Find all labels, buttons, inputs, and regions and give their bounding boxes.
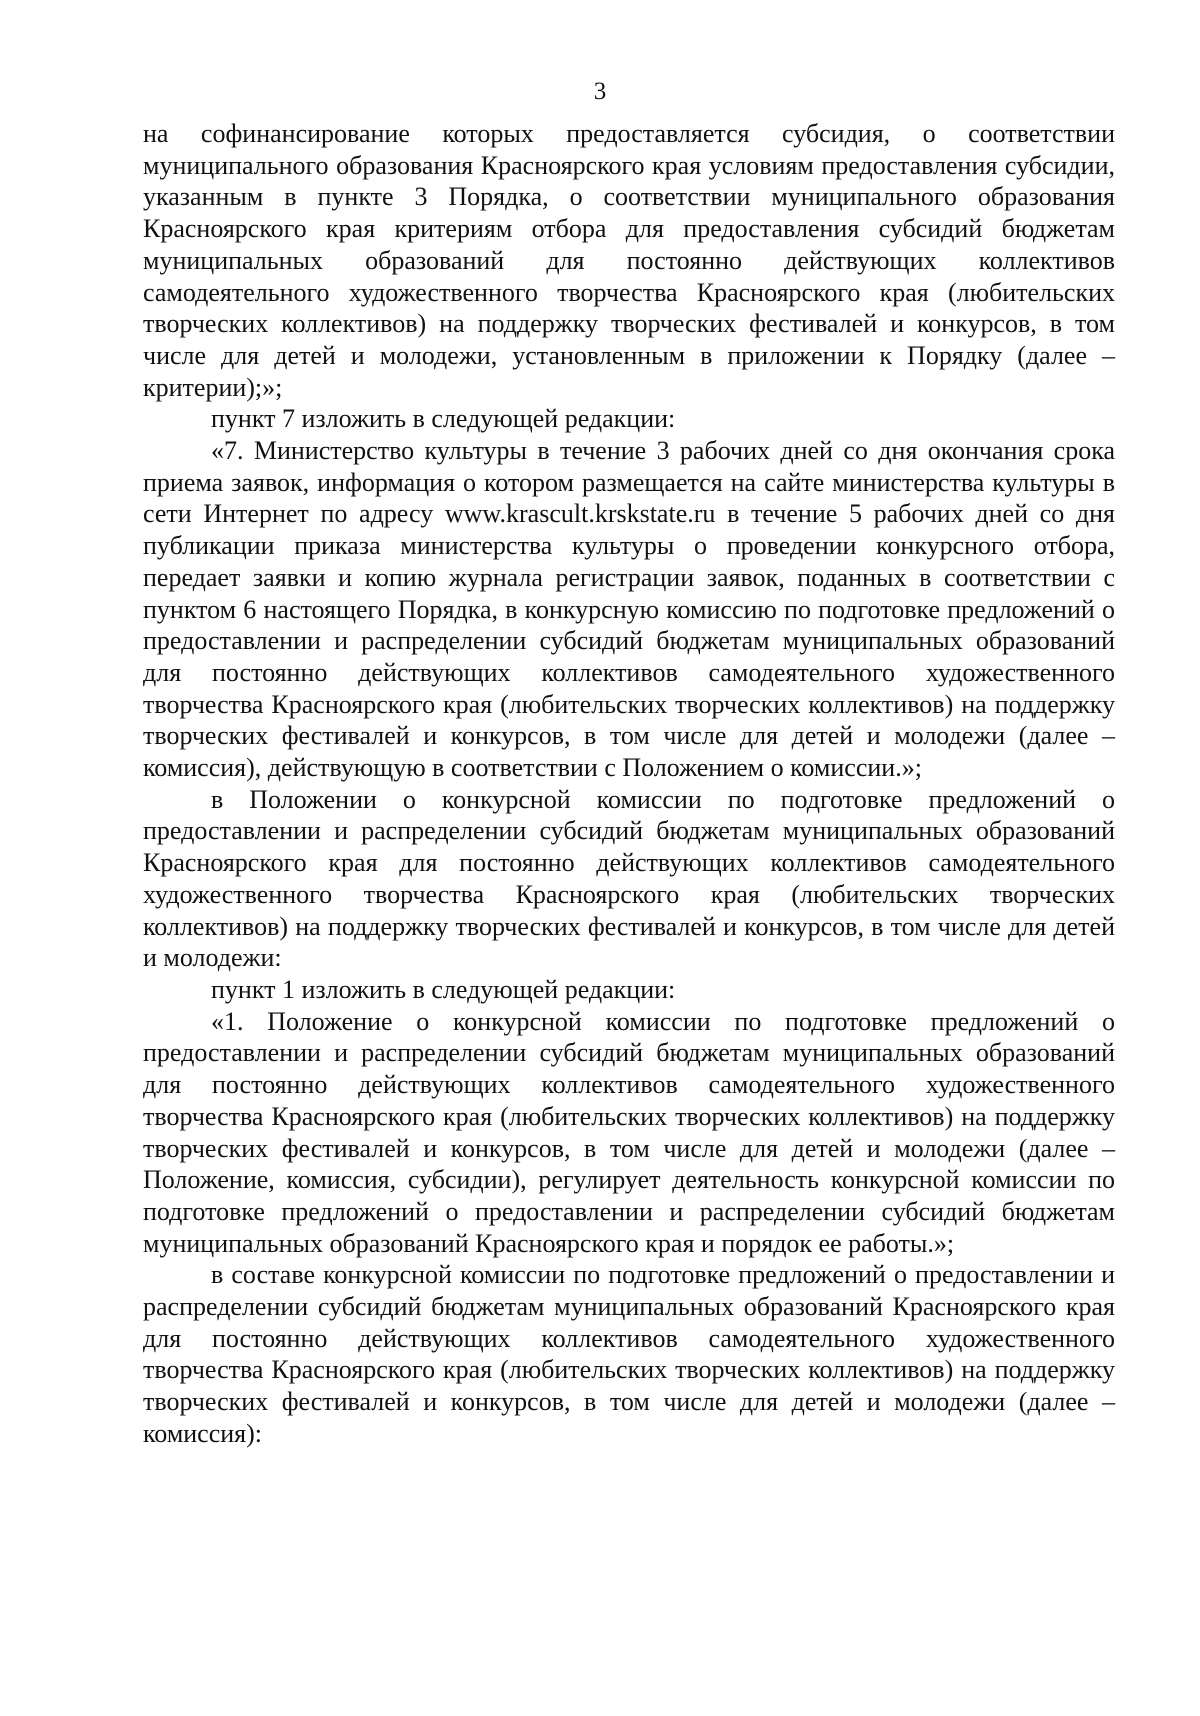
paragraph-point-1-heading: пункт 1 изложить в следующей редакции: — [211, 974, 676, 1004]
paragraph-point-1-text: «1. Положение о конкурсной комиссии по подготовке предложений о предоставлении и распределении субсидий бюджетам муниципальных образований для постоянно действующих коллективов самодеятельного художественного творчества Красноярского края (любительских творческих коллективов) на поддержку творческих фестивалей и конкурсов, в том числе для детей и молодежи (далее – Положение, комиссия, субсидии), регулирует деятельность конкурсной комиссии по подготовке предложений о предоставлении и распределении субсидий бюджетам муниципальных образований Красноярского края и порядок ее работы.»; — [143, 1006, 1115, 1258]
paragraph-point-7-heading: пункт 7 изложить в следующей редакции: — [211, 404, 676, 434]
paragraph-point-7-text: «7. Министерство культуры в течение 3 рабочих дней со дня окончания срока приема заявок, информация о котором размещается на сайте министерства культуры в сети Интернет по адресу www.krascult.krskstate.ru в течение 5 рабочих дней со дня публикации приказа министерства культуры о проведении конкурсного отбора, передает заявки и копию журнала регистрации заявок, поданных в соответствии с пунктом 6 настоящего Порядка, в конкурсную комиссию по подготовке предложений о предоставлении и распределении субсидий бюджетам муниципальных образований для постоянно действующих коллективов самодеятельного художественного творчества Красноярского края (любительских творческих коллективов) на поддержку творческих фестивалей и конкурсов, в том числе для детей и молодежи (далее – комиссия), действующую в соответствии с Положением о комиссии.»; — [143, 436, 1115, 783]
document-body — [143, 118, 1115, 1450]
paragraph-regulation-intro: в Положении о конкурсной комиссии по подготовке предложений о предоставлении и распределении субсидий бюджетам муниципальных образований Красноярского края для постоянно действующих коллективов самодеятельного художественного творчества Красноярского края (любительских творческих коллективов) на поддержку творческих фестивалей и конкурсов, в том числе для детей и молодежи: — [143, 784, 1115, 973]
paragraph-criteria: на софинансирование которых предоставляется субсидия, о соответствии муниципального образования Красноярского края условиям предоставления субсидии, указанным в пункте 3 Порядка, о соответствии муниципального образования Красноярского края критериям отбора для предоставления субсидий бюджетам муниципальных образований для постоянно действующих коллективов самодеятельного художественного творчества Красноярского края (любительских творческих коллективов) на поддержку творческих фестивалей и конкурсов, в том числе для детей и молодежи, установленным в приложении к Порядку (далее – критерии);»; — [143, 119, 1115, 402]
paragraph-commission-composition: в составе конкурсной комиссии по подготовке предложений о предоставлении и распределении субсидий бюджетам муниципальных образований Красноярского края для постоянно действующих коллективов самодеятельного художественного творчества Красноярского края (любительских творческих коллективов) на поддержку творческих фестивалей и конкурсов, в том числе для детей и молодежи (далее – комиссия): — [143, 1260, 1115, 1448]
page-number: 3 — [593, 78, 607, 105]
